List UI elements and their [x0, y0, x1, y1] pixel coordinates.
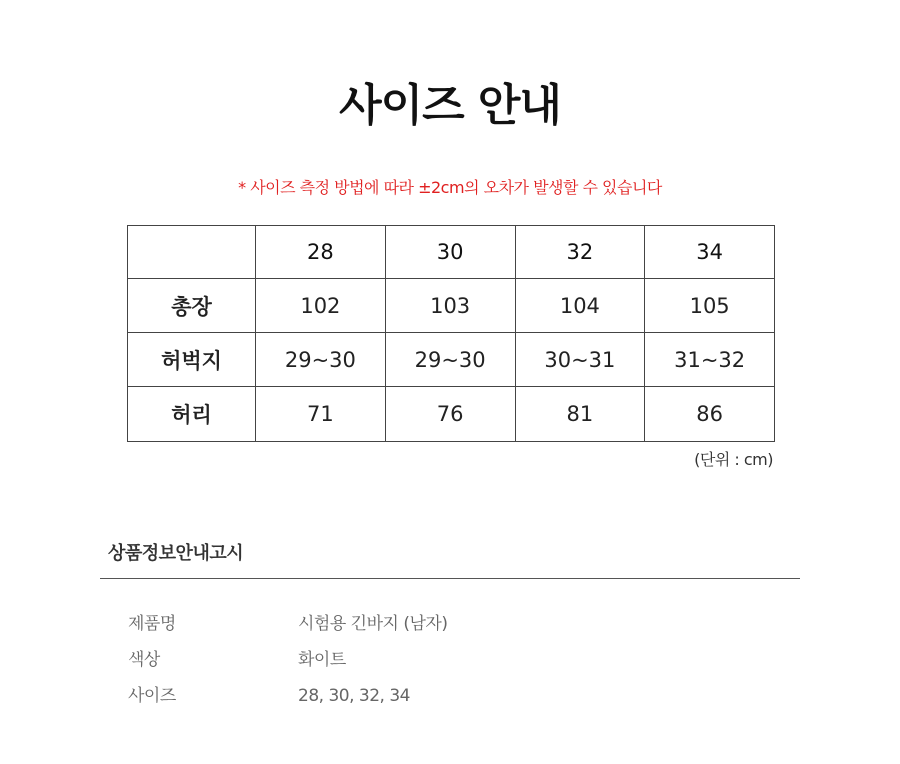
table-cell: 103: [385, 279, 515, 333]
row-label-thigh: 허벅지: [128, 333, 256, 387]
table-row: [128, 387, 775, 442]
product-info-divider: [100, 578, 800, 579]
info-label: 색상: [128, 650, 160, 670]
row-label-waist: 허리: [128, 387, 256, 442]
info-label: 제품명: [128, 614, 176, 634]
size-table-header-row: [128, 226, 775, 279]
table-cell: 102: [256, 279, 386, 333]
product-info-heading: 상품정보안내고시: [108, 543, 244, 564]
table-cell: 29~30: [256, 333, 386, 387]
info-value: 28, 30, 32, 34: [298, 686, 410, 706]
table-row: [128, 333, 775, 387]
table-cell: 30~31: [515, 333, 645, 387]
table-cell: 31~32: [645, 333, 775, 387]
size-table-corner-cell: [128, 226, 256, 279]
info-value: 화이트: [298, 650, 346, 670]
info-value: 시험용 긴바지 (남자): [298, 614, 448, 634]
product-info-row-color: [0, 648, 900, 672]
info-label: 사이즈: [128, 686, 176, 706]
row-label-total-length: 총장: [128, 279, 256, 333]
product-info-row-size: [0, 684, 900, 708]
size-table: [127, 225, 775, 442]
table-cell: 29~30: [385, 333, 515, 387]
size-header-28: 28: [256, 226, 386, 279]
product-info-row-name: [0, 612, 900, 636]
table-cell: 71: [256, 387, 386, 442]
size-header-34: 34: [645, 226, 775, 279]
table-cell: 104: [515, 279, 645, 333]
table-cell: 105: [645, 279, 775, 333]
table-row: [128, 279, 775, 333]
size-header-30: 30: [385, 226, 515, 279]
table-cell: 86: [645, 387, 775, 442]
page-title: 사이즈 안내: [339, 80, 561, 131]
table-cell: 76: [385, 387, 515, 442]
measurement-notice: * 사이즈 측정 방법에 따라 ±2cm의 오차가 발생할 수 있습니다: [238, 178, 662, 197]
table-cell: 81: [515, 387, 645, 442]
unit-note: (단위 : cm): [694, 450, 773, 469]
size-header-32: 32: [515, 226, 645, 279]
